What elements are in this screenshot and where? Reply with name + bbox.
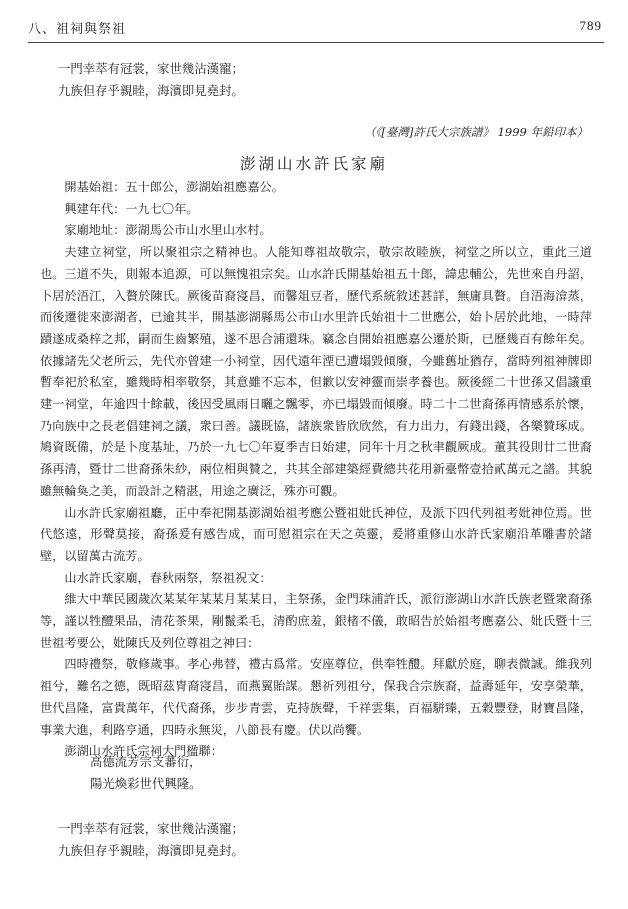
bottom-verse [58,818,244,862]
verse-line: 一門幸萃有冠裳，家世幾沾漢寵； [58,61,244,76]
paragraph: 山水許氏家廟祖廳，正中奉祀開基澎湖始祖考應公暨祖妣氏神位，及派下四代列祖考妣神位焉。世代悠遠，形聲莫接，裔孫爰有感告成，而可慰祖宗在天之英靈，爰將重修山水許氏家廟沿革雕書於諸壁，以留萬古流芳。 [40,505,592,563]
paragraph: 山水許氏家廟，春秋兩祭，祭祖祝文： [64,570,272,585]
paragraph: 澎湖山水許氏宗祠大門楹聯： [64,744,223,759]
page-number: 789 [579,18,602,33]
running-header [28,18,604,40]
door-couplet [90,751,202,794]
verse-line: 九族但存乎親睦，海濱即見堯封。 [58,843,244,858]
couplet-line: 陽光煥彩世代興隆。 [90,775,202,791]
chapter-title: 八、祖祠與祭祖 [28,22,127,37]
paragraph: 四時禮祭，敬修歲事。孝心弗替，禮古爲常。安座尊位，供奉牲醴。拜獻於庭，聊表微誠。維我列祖兮，難名之德，既昭茲冑裔寖昌，而燕翼貽謀。懇祈列祖兮，保我合宗族裔，益壽延年，安享榮華，世代昌隆，富貴萬年，代代裔孫，步步青雲，克持族聲，千祥雲集，百福駢臻，五穀豐登，財寶昌隆，事業大進，利路亨通，四時永無災，八節長有慶。伏以尚饗。 [40,657,592,737]
verse-line: 九族但存乎親睦，海濱即見堯封。 [58,83,244,98]
header-rule [28,42,604,43]
paragraph: 家廟地址：澎湖馬公市山水里山水村。 [64,223,272,238]
body-text [40,177,592,763]
paragraph: 維大中華民國歲次某某年某某月某某日，主祭孫，金門珠浦許氏，派衍澎湖山水許氏族老暨衆裔孫等，謹以牲醴果品，清花茶果，剛鬣柔毛，清酌庶羞，銀楮不儀，敢昭告於始祖考應嘉公、妣氏暨十三世祖考要公，妣陳氏及列位尊祖之神曰： [40,592,592,650]
paragraph: 興建年代：一九七〇年。 [64,201,199,216]
verse-line: 一門幸萃有冠裳，家世幾沾漢寵； [58,821,244,836]
top-verse [58,58,244,102]
couplet-line: 高德流芳宗支蕃衍， [90,754,202,769]
paragraph: 開基始祖：五十郎公，澎湖始祖應嘉公。 [64,180,284,194]
paragraph: 夫建立祠堂，所以聚祖宗之精神也。人能知尊祖故敬宗，敬宗故睦族，祠堂之所以立，重此三道也。三道不失，則報本追源，可以無愧祖宗矣。山水許氏開基始祖五十郎，諱忠輔公，先世來自丹詔，卜居於浯江，入贅於陳氏。厥後苗裔寖昌，而馨俎豆者，歷代系統敘述甚詳，無庸具贅。自浯海渰蒸，而後遷徙來澎湖者，已逾其半，開基澎湖縣馬公市山水里許氏始祖十二世應公，始卜居於此地，一時萍蹟遂成桑梓之邦，嗣而生齒繁殖，遂不思合浦還珠。竊念自開始祖應嘉公遷於斯，已歷幾百有餘年矣。依據諸先父老所云，先代亦曾建一小祠堂，因代遠年湮已遭塌毀傾廢，今雖舊址猶存，當時列祖神牌即暫奉祀於私室，雖幾時相率敬祭，其意雖不忘本，但歉以安神靈而崇孝養也。厥後經二十世孫又倡議重建一祠堂，年逾四十餘載，後因受風雨日曬之飄零，亦已塌毀而傾廢。時二十二世裔孫再情感系於懷，乃向族中之長老倡建祠之議，衆曰善。議既協，諸族衆皆欣欣然，有力出力，有錢出錢，各樂贊琢成。鳩資既備，於是卜度基址，乃於一九七〇年夏季吉日始建，同年十月之秋聿觀厥成。董其役則廿二世裔孫再清，暨廿二世裔孫朱紗，兩位相與贊之，共其全部建築經費總共花用新臺幣壹拾貳萬元之譜。其貌雖無輪奐之美，而設計之精湛，用途之廣泛，殊亦可觀。 [40,245,592,498]
section-title: 澎湖山水許氏家廟 [239,155,388,173]
source-citation: （《[臺灣]許氏大宗族譜》 1999 年鉛印本） [364,125,588,139]
